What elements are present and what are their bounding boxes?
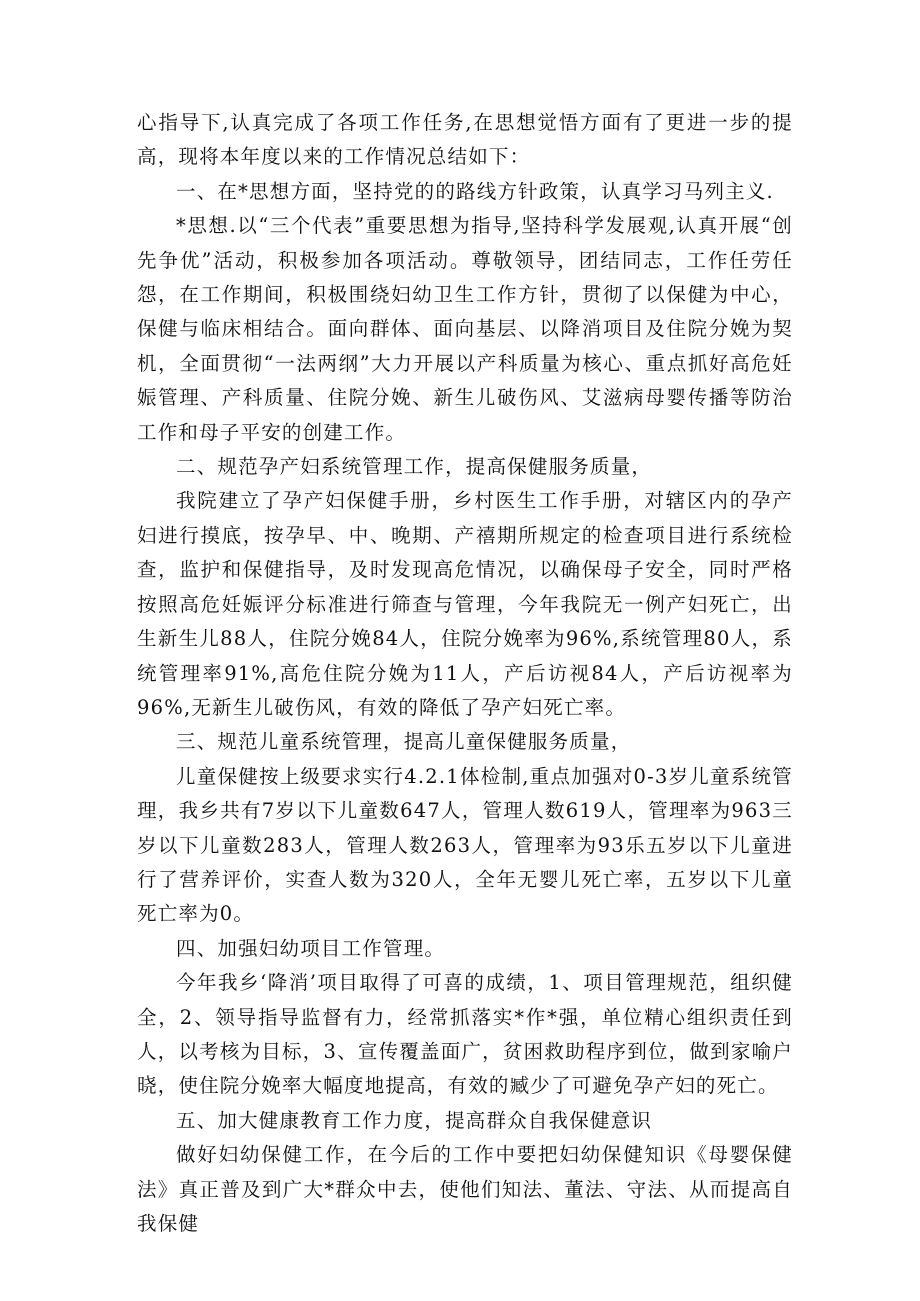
paragraph-section-3: 儿童保健按上级要求实行4.2.1体检制,重点加强对0-3岁儿童系统管理，我乡共有7岁以下儿童数647人，管理人数619人，管理率为963三岁以下儿童数283人，管理人数263人，管理率为93乐五岁以下儿童进行了营养评价，实查人数为320人，全年无婴儿死亡率，五岁以下儿童死亡率为0。 (137, 764, 793, 926)
paragraph-section-5: 做好妇幼保健工作，在今后的工作中要把妇幼保健知识《母婴保健法》真正普及到广大*群众中去，使他们知法、董法、守法、从而提高自我保健 (137, 1143, 793, 1235)
paragraph-section-4: 今年我乡‘降消’项目取得了可喜的成绩，1、项目管理规范，组织健全，2、领导指导监督有力，经常抓落实*作*强，单位精心组织责任到人，以考核为目标，3、宣传覆盖面广，贫困救助程序到位，做到家喻户晓，使住院分娩率大幅度地提高，有效的臧少了可避免孕产妇的死亡。 (137, 971, 793, 1098)
heading-section-1: 一、在*思想方面，坚持党的的路线方针政策，认真学习马列主义. (176, 179, 774, 203)
heading-section-2: 二、规范孕产妇系统管理工作，提高保健服务质量， (176, 455, 653, 479)
heading-section-4: 四、加强妇幼项目工作管理。 (176, 936, 446, 960)
heading-section-5: 五、加大健康教育工作力度，提高群众自我保健意识 (176, 1108, 653, 1132)
heading-section-3: 三、规范儿童系统管理，提高儿童保健服务质量， (176, 730, 632, 754)
paragraph-section-1: *思想.以“三个代表”重要思想为指导,坚持科学发展观,认真开展“创先争优”活动，积极参加各项活动。尊敬领导，团结同志，工作任劳任怨，在工作期间，积极围绕妇幼卫生工作方针，贯彻了以保健为中心，保健与临床相结合。面向群体、面向基层、以降消项目及住院分娩为契机，全面贯彻“一法两纲”大力开展以产科质量为核心、重点抓好高危妊娠管理、产科质量、住院分娩、新生儿破伤风、艾滋病母婴传播等防治工作和母子平安的创建工作。 (137, 214, 793, 444)
paragraph-intro: 心指导下,认真完成了各项工作任务,在思想觉悟方面有了更进一步的提高，现将本年度以来的工作情况总结如下： (137, 111, 793, 169)
document-body (137, 106, 793, 1241)
paragraph-section-2: 我院建立了孕产妇保健手册，乡村医生工作手册，对辖区内的孕产妇进行摸底，按孕早、中、晚期、产禧期所规定的检查项目进行系统检查，监护和保健指导，及时发现高危情况，以确保母子安全，同时严格按照高危妊娠评分标准进行筛查与管理，今年我院无一例产妇死亡，出生新生儿88人，住院分娩84人，住院分娩率为96%,系统管理80人，系统管理率91%,高危住院分娩为11人，产后访视84人，产后访视率为96%,无新生儿破伤风，有效的降低了孕产妇死亡率。 (137, 489, 793, 719)
